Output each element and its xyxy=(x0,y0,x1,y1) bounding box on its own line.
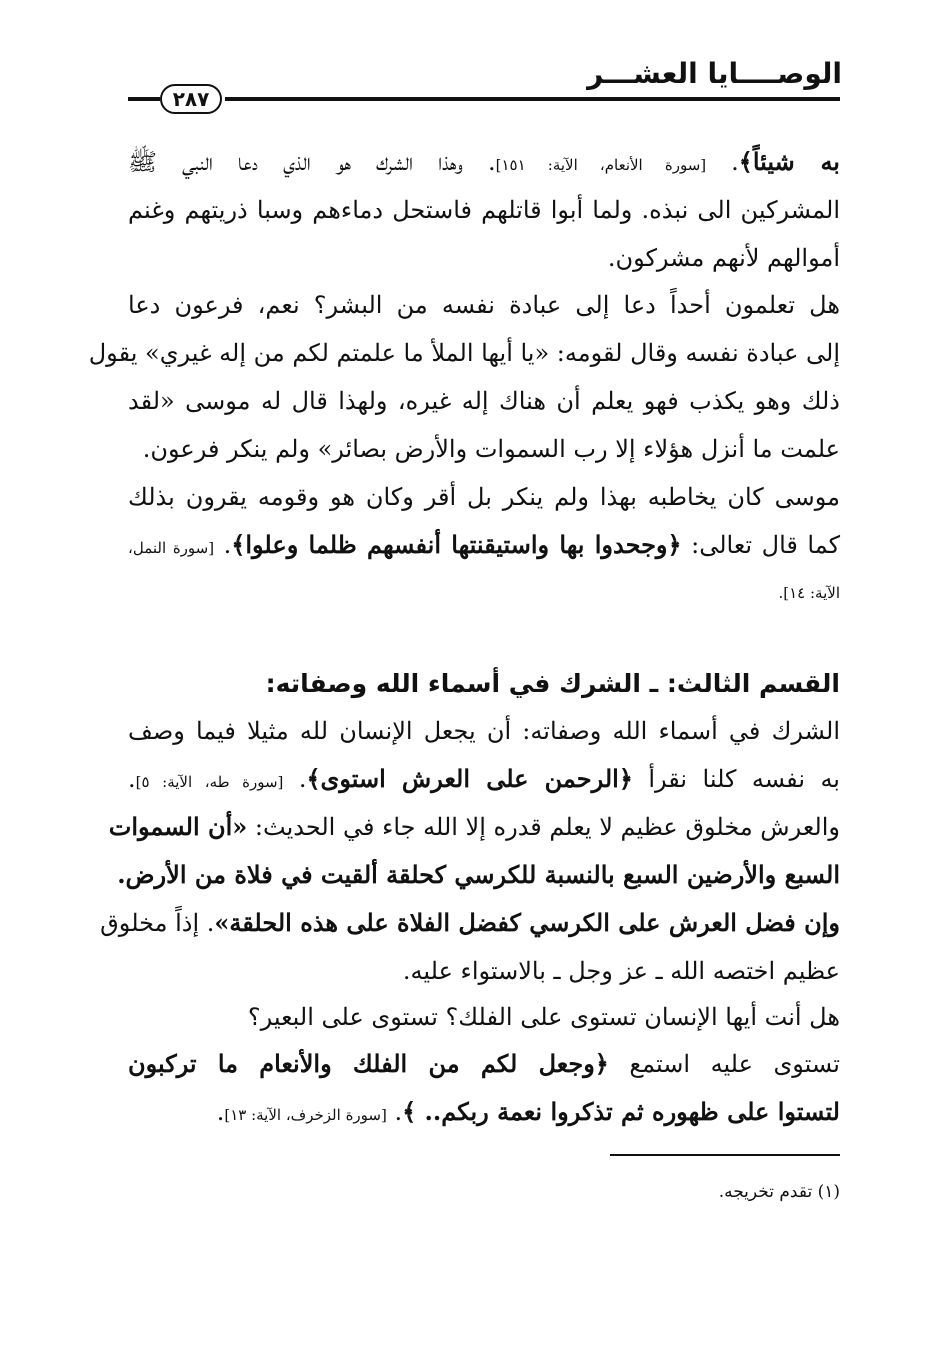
text-line: هل تعلمون أحداً دعا إلى عبادة نفسه من البشر؟ نعم، فرعون دعا xyxy=(128,291,840,319)
text-line: هل أنت أيها الإنسان تستوى على الفلك؟ تستوى على البعير؟ xyxy=(247,1003,840,1031)
text-line: علمت ما أنزل هؤلاء إلا رب السموات والأرض بصائر» ولم ينكر فرعون. xyxy=(142,435,840,463)
quran-quote: ﴿وجعل لكم من الفلك والأنعام ما تركبون xyxy=(128,1049,609,1078)
page-number: ٢٨٧ xyxy=(160,84,222,114)
text: به نفسه كلنا نقرأ xyxy=(632,765,840,793)
text: . إذاً مخلوق xyxy=(100,909,215,937)
section-heading: القسم الثالث: ـ الشرك في أسماء الله وصفاته: xyxy=(265,669,840,698)
text-line xyxy=(128,142,840,182)
citation: [سورة الزخرف، الآية: ١٣] xyxy=(224,1106,387,1124)
quran-quote: ﴿وجحدوا بها واستيقنتها أنفسهم ظلما وعلوا﴾ xyxy=(231,530,682,559)
quran-quote: به شيئاً﴾ xyxy=(738,147,840,176)
punctuation: . xyxy=(214,531,232,559)
text-line: موسى كان يخاطبه بهذا ولم ينكر بل أقر وكان هو وقومه يقرون بذلك xyxy=(128,483,840,511)
punctuation: . xyxy=(283,765,307,793)
text-line xyxy=(108,807,840,847)
text-line: الشرك في أسماء الله وصفاته: أن يجعل الإنسان لله مثيلا فيما وصف xyxy=(128,717,840,745)
punctuation: . xyxy=(216,1098,225,1126)
text-line xyxy=(128,1044,840,1084)
footnote: (١) تقدم تخريجه. xyxy=(718,1182,840,1202)
text-line: إلى عبادة نفسه وقال لقومه: «يا أيها الملأ ما علمتم لكم من إله غيري» يقول xyxy=(88,339,840,367)
citation: [سورة النمل، xyxy=(128,539,215,557)
text-line: المشركين الى نبذه. ولما أبوا قاتلهم فاستحل دماءهم وسبا ذريتهم وغنم xyxy=(128,196,840,224)
header-rule-left xyxy=(128,97,160,101)
text-line xyxy=(128,525,840,565)
footnote-rule xyxy=(610,1154,840,1156)
text-line: عظيم اختصه الله ـ عز وجل ـ بالاستواء عليه. xyxy=(402,957,840,985)
text-line xyxy=(128,759,840,799)
hadith-quote: وإن فضل العرش على الكرسي كفضل الفلاة على هذه الحلقة» xyxy=(214,908,840,937)
punctuation: . xyxy=(706,148,739,176)
quran-quote: ﴿الرحمن على العرش استوى﴾ xyxy=(306,764,633,793)
text: والعرش مخلوق عظيم لا يعلم قدره إلا الله جاء في الحديث: xyxy=(247,813,840,841)
quran-quote: لتستوا على ظهوره ثم تذكروا نعمة ربكم.. ﴾ xyxy=(402,1097,840,1126)
text-line: ذلك وهو يكذب فهو يعلم أن هناك إله غيره، ولهذا قال له موسى «لقد xyxy=(128,387,840,415)
punctuation: . xyxy=(128,765,136,793)
text-line xyxy=(128,1092,840,1132)
hadith-quote: «أن السموات xyxy=(108,812,248,841)
header-rule xyxy=(225,97,840,101)
punctuation: . xyxy=(386,1098,403,1126)
citation-line: الآية: ١٤]. xyxy=(778,584,840,602)
text: كما قال تعالى: xyxy=(681,531,841,559)
text-line: أموالهم لأنهم مشركون. xyxy=(607,244,840,272)
text: تستوى عليه استمع xyxy=(608,1050,840,1078)
citation: [سورة طه، الآية: ٥] xyxy=(135,773,284,791)
citation: [سورة الأنعام، الآية: ١٥١] xyxy=(495,156,707,174)
running-header-title: الوصــــايا العشـــر xyxy=(587,57,842,90)
text: . وهذا الشرك هو الذي دعا النبي ﷺ xyxy=(128,148,496,176)
hadith-line: السبع والأرضين السبع بالنسبة للكرسي كحلقة ألقيت في فلاة من الأرض. xyxy=(117,860,840,889)
text-line xyxy=(100,903,840,943)
